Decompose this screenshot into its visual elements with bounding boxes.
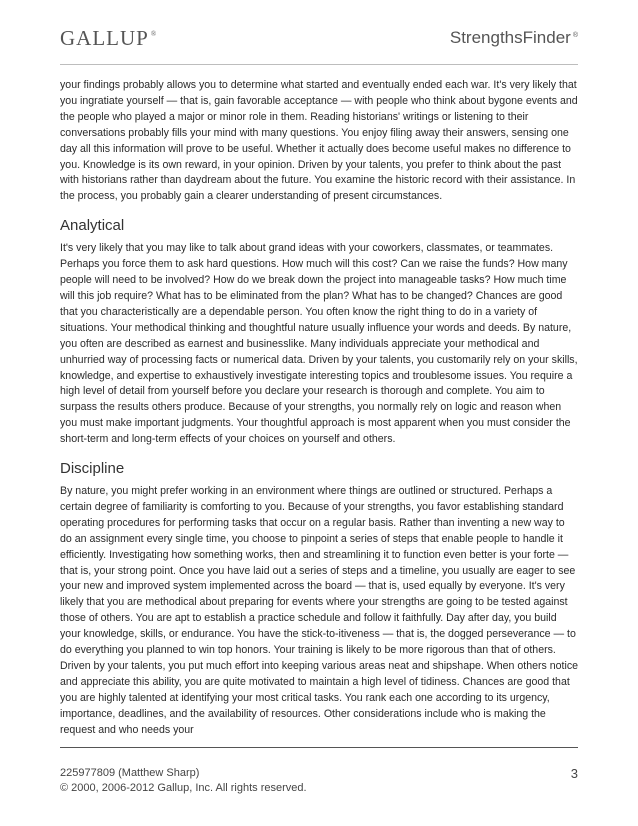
product-name: [450, 28, 578, 48]
footer-user-line: 225977809 (Matthew Sharp): [60, 767, 200, 779]
section-title-analytical: Analytical: [60, 217, 125, 235]
page-header: [60, 24, 578, 64]
section-body-analytical: It's very likely that you may like to talk about grand ideas with your coworkers, classmates, or teammates. Perhaps you force them to ask hard questions. How much will this cost? Can we raise the funds? How many people will need to be involved? How do we break down the project into manageable tasks? How much time will this job require? What has to be eliminated from the plan? What has to be changed? Chances are good that you characteristically are a dependable person. You often know the right thing to do in a variety of situations. Your methodical thinking and thoughtful nature usually influence your words and deeds. By nature, you often are described as earnest and businesslike. Many individuals appreciate your methodical and unhurried way of processing facts or numerical data. Driven by your talents, you customarily rely on your skills, knowledge, and expertise to exhaustively investigate interesting topics and troublesome issues. You require a high level of detail from yourself before you declare your research is thorough and complete. You aim to surpass the results others produce. Because of your strengths, you normally rely on logic and reason when you must make important judgments. Your thoughtful approach is most apparent when you must consider the short-term and long-term effects of your choices on yourself and others.: [60, 242, 578, 446]
product-name-text: StrengthsFinder: [449, 28, 571, 47]
gallup-logo: [60, 26, 157, 51]
footer-divider: [60, 747, 578, 748]
main-content: [60, 78, 579, 739]
product-registered-mark: ®: [572, 32, 578, 39]
header-divider: [60, 64, 578, 65]
logo-registered-mark: ®: [150, 30, 158, 38]
page-number: 3: [570, 766, 578, 781]
intro-paragraph: your findings probably allows you to determine what started and eventually ended each war. It's very likely that you ingratiate yourself — that is, gain favorable acceptance — with people who think about bygone events and the people who played a major or minor role in them. Reading historians' writings or listening to their conversations probably fills your mind with many questions. You enjoy filing away their answers, sensing one day all this information will prove to be useful. Whether it actually does become useful makes no difference to you. Knowledge is its own reward, in your opinion. Driven by your talents, you prefer to think about the past with historians rather than daydream about the future. You examine the historic record with their assistance. In the process, you probably gain a clearer understanding of present circumstances.: [60, 79, 578, 203]
section-body-discipline: By nature, you might prefer working in an environment where things are outlined or structured. Perhaps a certain degree of familiarity is comforting to you. Because of your strengths, you favor establishing standard operating procedures for performing tasks that occur on a regular basis. Rather than inventing a new way to do an assignment every single time, you choose to pinpoint a series of steps that enable people to handle it efficiently. Investigating how something works, then and streamlining it to function even better is your forte — that is, your strong point. Once you have laid out a series of steps and a timeline, you usually are eager to see your new and improved system implemented across the board — that is, used equally by everyone. It's very likely that you are methodical about preparing for events where your strengths are going to be tested against those of others. You are apt to establish a practice schedule and follow it faithfully. Day after day, you build your knowledge, skills, or endurance. You have the stick-to-itiveness — that is, the dogged perseverance — to do everything you planned to win top honors. Your training is likely to be more rigorous than that of others. Driven by your talents, you put much effort into keeping various areas neat and shipshape. When others notice and appreciate this ability, you are quite motivated to maintain a high level of tidiness. Chances are good that you are highly talented at identifying your most critical tasks. You rank each one according to its urgency, importance, deadlines, and the availability of resources. Other considerations include who is making the request and who needs your: [60, 485, 579, 736]
footer-copyright: © 2000, 2006-2012 Gallup, Inc. All rights reserved.: [60, 782, 307, 794]
section-title-discipline: Discipline: [60, 460, 125, 478]
logo-text: GALLUP: [60, 26, 149, 50]
page-footer: [60, 766, 578, 796]
